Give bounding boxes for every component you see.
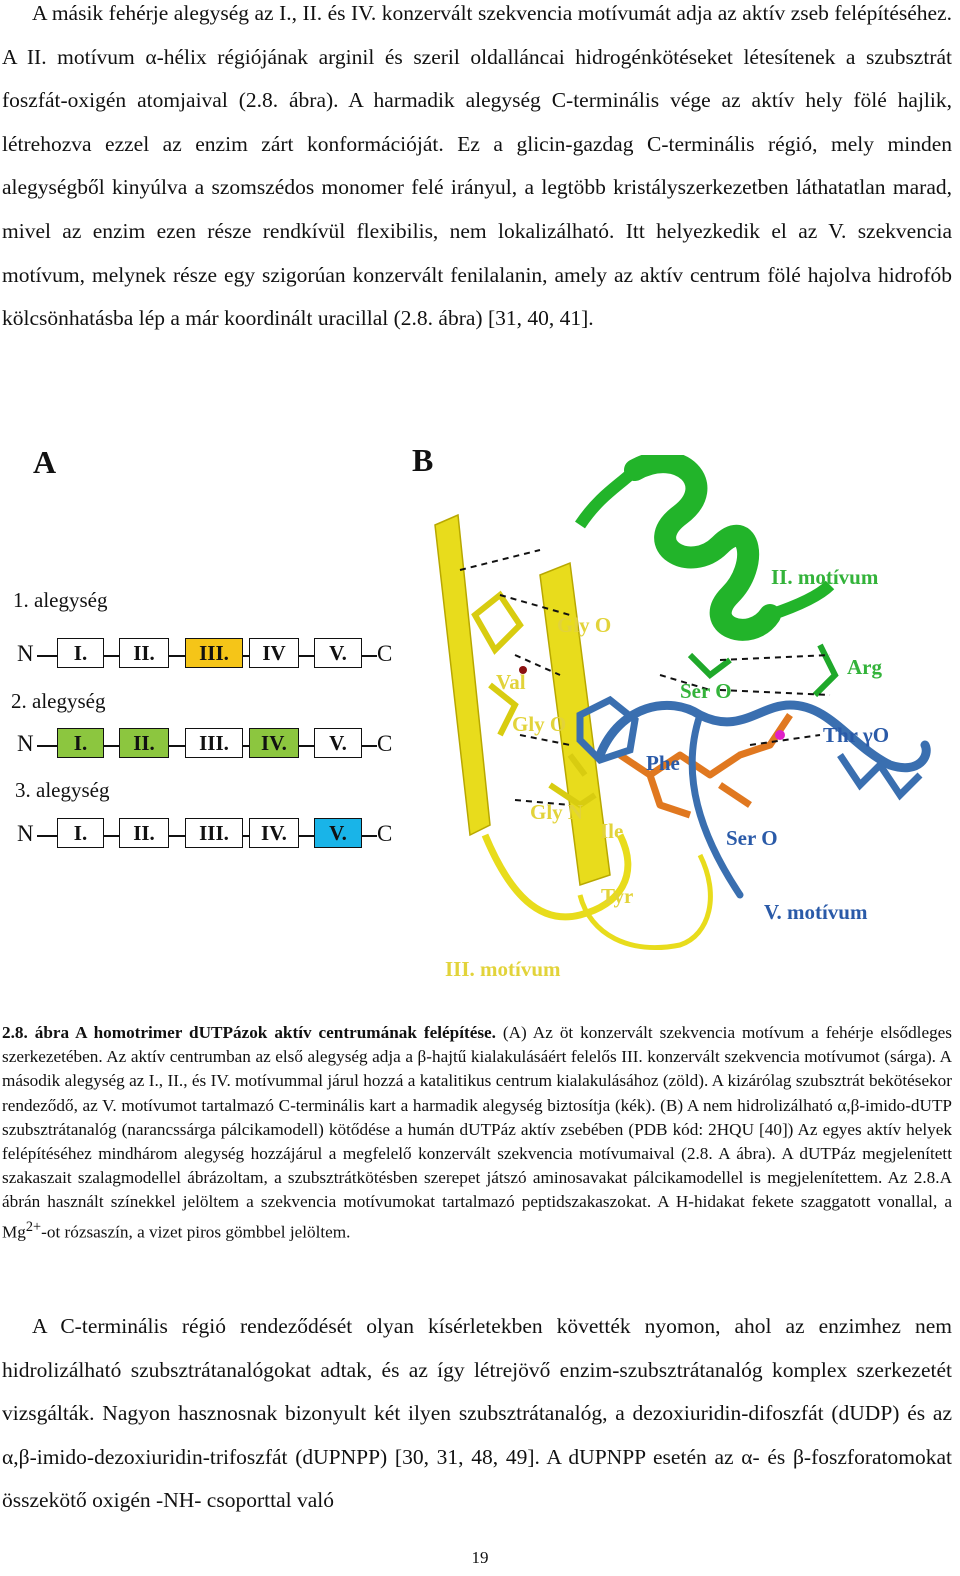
motif-box: I. <box>57 818 104 848</box>
motif-box: V. <box>314 638 362 668</box>
magnesium-sphere <box>775 730 785 740</box>
n-terminus: N <box>17 731 34 756</box>
motif-box: IV. <box>249 728 299 758</box>
motif-5-label: V. motívum <box>764 900 868 924</box>
thr-label: Thr γO <box>823 723 890 747</box>
yellow-beta-strand <box>435 515 490 835</box>
gly-o-mid-label: Gly O <box>512 712 567 736</box>
ser-o-bottom-label: Ser O <box>726 826 778 850</box>
motif-box: IV <box>249 638 299 668</box>
unit-label-3: 3. alegység <box>15 778 110 802</box>
c-terminus: C <box>377 641 393 666</box>
ser-o-top-label: Ser O <box>680 679 732 703</box>
unit-label-1: 1. alegység <box>13 588 108 612</box>
n-terminus: N <box>17 821 34 846</box>
gly-n-label: Gly N <box>530 800 584 824</box>
motif-box: II. <box>119 728 169 758</box>
val-label: Val <box>496 670 526 694</box>
tyr-label: Tyr <box>601 884 634 908</box>
caption-superscript: 2+ <box>25 1218 42 1235</box>
motif-box: III. <box>185 818 243 848</box>
motif-2-label: II. motívum <box>771 565 879 589</box>
ile-label: Ile <box>600 819 624 843</box>
caption-title: 2.8. ábra A homotrimer dUTPázok aktív centrumának felépítése. <box>2 1023 496 1042</box>
caption-text-2: -ot rózsaszín, a vizet piros gömbbel jelöltem. <box>41 1222 351 1242</box>
motif-box: IV. <box>249 818 299 848</box>
phe-label: Phe <box>646 751 680 775</box>
blue-c-terminal-arm <box>692 715 740 895</box>
figure-caption <box>2 1021 952 1245</box>
gly-o-top-label: Gly O <box>557 613 612 637</box>
caption-text-1: (A) Az öt konzervált szekvencia motívum a fehérje elsődleges szerkezetében. Az aktív centrumban az első alegység adja a β-hajtű kialakulásáért felelős III. konzervált szekvencia motívumot (sárga). A második alegység az I., II., és IV. motívummal járul hozzá a katalitikus centrum kialakulásához (zöld). A kizárólag szubsztrát bekötésekor rendeződő, az V. motívumot tartalmazó C-terminális kart a harmadik alegység biztosítja (kék). (B) A nem hidrolizálható α,β-imido-dUTP szubsztrátanalóg (narancssárga pálcikamodell) kötődése a humán dUTPáz aktív zsebében (PDB kód: 2HQU [40]) Az egyes aktív helyek felépítéséhez mindhárom alegység hozzájárul a megfelelő konzervált szekvencia motívumaival (2.8. A ábra). A dUTPáz megjelenített szakaszait szalagmodellel ábrázoltam, a szubsztrátkötésben szerepet játszó aminosavakat pálcikamodellel is megjelenítettem. Az 2.8.A ábrán használt színekkel jelöltem a szekvencia motívumokat tartalmazó peptidszakaszokat. A H-hidakat fekete szaggatott vonallal, a Mg <box>2 1023 952 1242</box>
body-paragraph-2: A C-terminális régió rendeződését olyan kísérletekben követték nyomon, ahol az enzimhez nem hidrolizálható szubsztrátanalógokat adtak, és az így létrejövő enzim-szubsztrátanalóg komplex szerkezetét vizsgálták. Nagyon hasznosnak bizonyult két ilyen szubsztrátanalóg, a dezoxiuridin-difoszfát (dUDP) és az α,β-imido-dezoxiuridin-trifoszfát (dUPNPP) [30, 31, 48, 49]. A dUPNPP esetén az α- és β-foszforatomokat összekötő oxigén -NH- csoporttal való <box>2 1314 952 1513</box>
motif-3-label: III. motívum <box>445 957 561 981</box>
motif-box: III. <box>185 728 243 758</box>
blue-sticks <box>840 755 920 795</box>
motif-box: I. <box>57 728 104 758</box>
c-terminus: C <box>377 821 393 846</box>
motif-box: I. <box>57 638 104 668</box>
c-terminus: C <box>377 731 393 756</box>
motif-box: V. <box>314 818 362 848</box>
motif-box: III. <box>185 638 243 668</box>
green-helix <box>635 462 770 630</box>
panel-b-letter: B <box>412 442 434 478</box>
panel-a-letter: A <box>33 444 57 480</box>
n-terminus: N <box>17 641 34 666</box>
body-paragraph-1: A másik fehérje alegység az I., II. és IV. konzervált szekvencia motívumát adja az aktív zseb felépítéséhez. A II. motívum α-hélix régiójának arginil és szeril oldalláncai hidrogénkötéseket létesítenek a szubsztrát foszfát-oxigén atomjaival (2.8. ábra). A harmadik alegység C-terminális vége az aktív hely fölé hajlik, létrehozva ezzel az enzim zárt konformációját. Ez a glicin-gazdag C-terminális régió, mely minden alegységből kinyúlva a szomszédos monomer felé irányul, a legtöbb kristályszerkezetben láthatatlan marad, mivel az enzim ezen része rendkívül flexibilis, nem lokalizálható. Itt helyezkedik el az V. szekvencia motívum, melynek része egy szigorúan konzervált fenilalanin, amely az aktív centrum fölé hajolva hidrofób kölcsönhatásba lép a már koordinált uracillal (2.8. ábra) [31, 40, 41]. <box>2 1 952 331</box>
unit-label-2: 2. alegység <box>11 689 106 713</box>
motif-box: V. <box>314 728 362 758</box>
arg-label: Arg <box>847 655 882 679</box>
motif-box: II. <box>119 638 169 668</box>
green-loop <box>580 470 635 525</box>
page-number: 19 <box>471 1548 489 1567</box>
motif-box: II. <box>119 818 169 848</box>
